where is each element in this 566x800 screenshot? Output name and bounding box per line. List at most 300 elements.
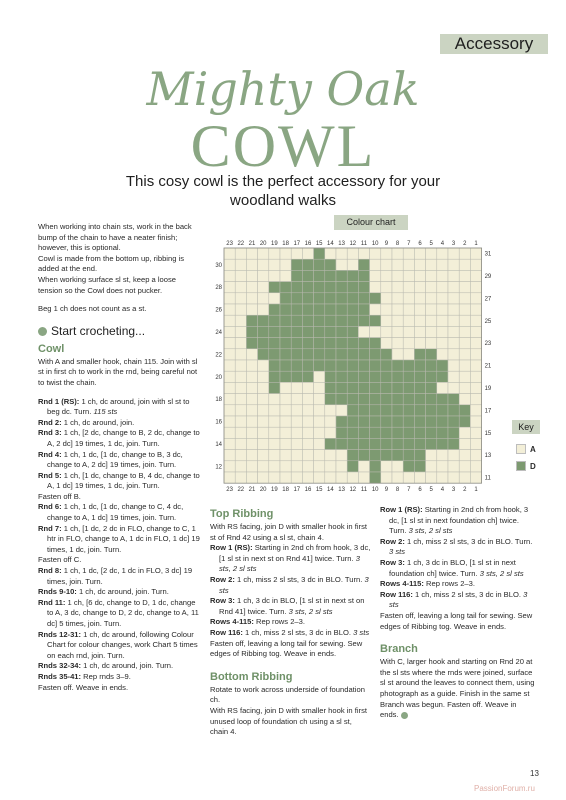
chart-cell (269, 438, 280, 449)
chart-cell (403, 315, 414, 326)
cowl-round-label: Rnd 11: (38, 597, 66, 607)
chart-cell (403, 427, 414, 438)
page-number: 13 (530, 769, 539, 778)
chart-cell (280, 248, 291, 259)
chart-cell (358, 405, 369, 416)
chart-cell (258, 450, 269, 461)
chart-cell (246, 293, 257, 304)
chart-cell (291, 461, 302, 472)
chart-cell (302, 259, 313, 270)
column-number-top: 20 (259, 241, 267, 247)
chart-cell (280, 349, 291, 360)
bottom-ribbing-row (380, 579, 536, 590)
chart-cell (459, 394, 470, 405)
chart-cell (403, 371, 414, 382)
chart-cell (280, 360, 291, 371)
chart-cell (470, 259, 481, 270)
key-swatch-d (516, 461, 526, 471)
row-number-left: 12 (215, 464, 222, 471)
chart-cell (414, 394, 425, 405)
column-number-bottom: 23 (226, 487, 233, 492)
chart-cell (426, 394, 437, 405)
chart-cell (280, 450, 291, 461)
column-number-bottom: 11 (360, 487, 368, 492)
chart-cell (258, 405, 269, 416)
chart-cell (224, 338, 235, 349)
branch-text (380, 657, 536, 721)
chart-cell (381, 270, 392, 281)
chart-cell (280, 315, 291, 326)
chart-cell (269, 293, 280, 304)
chart-cell (325, 326, 336, 337)
chart-cell (347, 394, 358, 405)
chart-cell (246, 461, 257, 472)
chart-cell (325, 371, 336, 382)
chart-cell (448, 338, 459, 349)
chart-cell (314, 259, 325, 270)
column-number-top: 3 (451, 241, 456, 247)
chart-cell (224, 315, 235, 326)
row-number-right: 21 (484, 363, 492, 370)
chart-cell (224, 326, 235, 337)
chart-cell (414, 472, 425, 483)
chart-cell (336, 293, 347, 304)
chart-cell (403, 382, 414, 393)
chart-cell (426, 315, 437, 326)
chart-cell (381, 338, 392, 349)
key-code-d: D (530, 461, 536, 471)
bottom-ribbing-intro: Rotate to work across underside of foundation ch. (210, 684, 365, 705)
chart-cell (314, 293, 325, 304)
bottom-ribbing-row (380, 537, 536, 558)
chart-cell (325, 450, 336, 461)
chart-cell (392, 304, 403, 315)
chart-cell (358, 315, 369, 326)
bottom-ribbing-row-count: 3 sts (389, 589, 528, 610)
cowl-round-text: 1 ch, dc around, join with sl st to beg dc. Turn. (47, 396, 190, 417)
key-item-a (516, 444, 536, 454)
chart-cell (381, 259, 392, 270)
cowl-round (38, 471, 200, 492)
chart-cell (470, 382, 481, 393)
column-number-top: 11 (360, 241, 368, 247)
chart-cell (246, 282, 257, 293)
chart-cell (269, 349, 280, 360)
chart-cell (235, 338, 246, 349)
chart-cell (269, 326, 280, 337)
chart-cell (370, 270, 381, 281)
chart-cell (269, 371, 280, 382)
chart-cell (246, 416, 257, 427)
watermark: PassionForum.ru (474, 784, 535, 793)
top-ribbing-row-text: Starting in 2nd ch from hook, 3 dc, [1 sl st in next st on Rnd 41] twice. Turn. (219, 543, 371, 563)
chart-cell (414, 270, 425, 281)
chart-cell (235, 461, 246, 472)
chart-cell (336, 472, 347, 483)
chart-cell (336, 405, 347, 416)
chart-cell (269, 270, 280, 281)
chart-cell (246, 338, 257, 349)
chart-cell (437, 405, 448, 416)
chart-cell (336, 371, 347, 382)
cowl-round-text: 1 ch, 1 dc, [1 dc, change to B, 3 dc, change to A, 2 dc] 19 times, join. Turn. (47, 449, 183, 470)
chart-cell (470, 349, 481, 360)
chart-cell (314, 349, 325, 360)
end-dot-icon (401, 712, 408, 719)
chart-cell (470, 360, 481, 371)
cowl-round-label: Rnd 1 (RS): (38, 396, 80, 406)
chart-cell (358, 259, 369, 270)
chart-cell (314, 416, 325, 427)
chart-cell (470, 282, 481, 293)
chart-cell (269, 360, 280, 371)
chart-cell (246, 315, 257, 326)
chart-cell (224, 405, 235, 416)
top-ribbing-row-text: 1 ch, miss 2 sl sts, 3 dc in BLO. Turn. (234, 574, 365, 584)
chart-cell (314, 472, 325, 483)
chart-cell (414, 282, 425, 293)
chart-cell (258, 338, 269, 349)
chart-cell (246, 382, 257, 393)
chart-cell (403, 304, 414, 315)
chart-cell (280, 326, 291, 337)
column-middle (210, 505, 372, 738)
chart-cell (392, 450, 403, 461)
chart-cell (437, 427, 448, 438)
chart-cell (358, 293, 369, 304)
chart-cell (302, 293, 313, 304)
chart-cell (246, 304, 257, 315)
top-ribbing-intro: With RS facing, join D with smaller hook in first st of Rnd 42 using a sl st, chain 4. (210, 522, 367, 542)
chart-cell (291, 304, 302, 315)
cowl-round (38, 450, 200, 471)
chart-cell (358, 282, 369, 293)
chart-cell (269, 394, 280, 405)
colour-chart-svg (215, 236, 515, 492)
chart-cell (347, 304, 358, 315)
chart-cell (392, 349, 403, 360)
chart-cell (403, 248, 414, 259)
chart-cell (437, 349, 448, 360)
chart-cell (302, 304, 313, 315)
chart-cell (269, 416, 280, 427)
bottom-ribbing-heading: Bottom Ribbing (210, 670, 293, 683)
cowl-round-text: 1 ch, dc around, join. (61, 417, 135, 427)
chart-cell (280, 338, 291, 349)
chart-cell (414, 248, 425, 259)
cowl-round-text: 1 ch, [1 dc, 2 dc in FLO, change to C, 1 htr in FLO, change to A, 1 dc in FLO, 1 dc] 19 times, 1 dc, join. Turn. (47, 523, 200, 554)
chart-cell (459, 427, 470, 438)
intro-note: Cowl is made from the bottom up, ribbing is added at the end. (38, 253, 185, 274)
cowl-round (38, 418, 200, 429)
chart-cell (370, 282, 381, 293)
chart-cell (314, 326, 325, 337)
chart-cell (437, 293, 448, 304)
chart-cell (381, 315, 392, 326)
chart-cell (347, 405, 358, 416)
chart-cell (403, 282, 414, 293)
chart-cell (392, 293, 403, 304)
chart-cell (437, 371, 448, 382)
row-number-right: 25 (484, 318, 492, 325)
chart-cell (414, 360, 425, 371)
chart-cell (370, 450, 381, 461)
chart-cell (426, 248, 437, 259)
column-number-bottom: 16 (304, 487, 312, 492)
cowl-rounds-list (38, 397, 200, 694)
chart-cell (437, 438, 448, 449)
cowl-round (38, 502, 200, 523)
chart-cell (347, 349, 358, 360)
chart-cell (448, 438, 459, 449)
chart-cell (437, 461, 448, 472)
cowl-round-label: Rnd 5: (38, 470, 62, 480)
chart-cell (414, 461, 425, 472)
colour-chart (215, 236, 515, 492)
chart-cell (381, 461, 392, 472)
chart-cell (448, 427, 459, 438)
chart-cell (426, 304, 437, 315)
chart-cell (325, 394, 336, 405)
chart-cell (235, 315, 246, 326)
chart-cell (370, 438, 381, 449)
chart-cell (370, 427, 381, 438)
bottom-ribbing-row-text: 1 ch, miss 2 sl sts, 3 dc in BLO. Turn. (404, 536, 533, 546)
chart-cell (224, 248, 235, 259)
chart-cell (426, 338, 437, 349)
column-number-top: 2 (463, 241, 467, 247)
chart-cell (459, 259, 470, 270)
cowl-round (38, 587, 200, 598)
bottom-ribbing-row-label: Row 116: (380, 589, 413, 599)
chart-cell (302, 450, 313, 461)
chart-cell (325, 405, 336, 416)
chart-cell (302, 282, 313, 293)
chart-cell (470, 450, 481, 461)
top-ribbing-row-count: 3 sts, 2 sl sts (219, 553, 360, 574)
column-number-top: 21 (248, 241, 256, 247)
chart-cell (325, 270, 336, 281)
chart-cell (325, 338, 336, 349)
chart-cell (347, 293, 358, 304)
chart-cell (448, 349, 459, 360)
chart-cell (258, 461, 269, 472)
chart-cell (291, 349, 302, 360)
chart-cell (392, 382, 403, 393)
column-number-top: 16 (304, 241, 312, 247)
chart-cell (403, 326, 414, 337)
chart-cell (269, 472, 280, 483)
chart-cell (470, 326, 481, 337)
top-ribbing-row-count: 3 sts (353, 627, 370, 637)
chart-cell (459, 304, 470, 315)
chart-cell (336, 360, 347, 371)
chart-cell (235, 382, 246, 393)
chart-cell (437, 259, 448, 270)
chart-cell (336, 282, 347, 293)
chart-cell (325, 259, 336, 270)
chart-cell (280, 371, 291, 382)
chart-cell (258, 315, 269, 326)
chart-cell (258, 394, 269, 405)
chart-cell (437, 360, 448, 371)
chart-cell (403, 394, 414, 405)
spacer (38, 389, 200, 397)
chart-cell (426, 438, 437, 449)
chart-cell (280, 304, 291, 315)
chart-cell (291, 338, 302, 349)
cowl-round (38, 672, 200, 683)
chart-cell (437, 282, 448, 293)
row-number-left: 26 (215, 307, 222, 314)
cowl-round (38, 661, 200, 672)
chart-cell (470, 427, 481, 438)
cowl-round-text: 1 ch, dc around, join. Turn. (76, 587, 169, 597)
chart-cell (426, 382, 437, 393)
chart-cell (381, 382, 392, 393)
chart-cell (235, 304, 246, 315)
chart-cell (448, 293, 459, 304)
cowl-round-text: 1 ch, [2 dc, change to B, 2 dc, change to A, 2 dc] 19 times, 1 dc, join. Turn. (47, 428, 200, 448)
subtitle: This cosy cowl is the perfect accessory for your woodland walks (125, 173, 441, 209)
column-number-bottom: 1 (474, 487, 478, 492)
chart-cell (280, 270, 291, 281)
chart-cell (347, 315, 358, 326)
chart-cell (302, 349, 313, 360)
chart-cell (437, 416, 448, 427)
column-number-top: 4 (440, 241, 445, 247)
chart-cell (437, 394, 448, 405)
chart-cell (392, 270, 403, 281)
row-number-right: 27 (484, 296, 492, 303)
chart-cell (291, 326, 302, 337)
chart-cell (347, 472, 358, 483)
chart-cell (258, 371, 269, 382)
chart-cell (381, 349, 392, 360)
chart-cell (470, 472, 481, 483)
chart-cell (246, 270, 257, 281)
chart-cell (403, 438, 414, 449)
chart-label: Colour chart (334, 215, 408, 230)
chart-cell (325, 293, 336, 304)
chart-cell (258, 472, 269, 483)
chart-cell (448, 394, 459, 405)
column-number-top: 22 (237, 241, 245, 247)
chart-cell (224, 382, 235, 393)
chart-cell (437, 326, 448, 337)
chart-cell (448, 304, 459, 315)
chart-cell (224, 416, 235, 427)
chart-cell (347, 382, 358, 393)
chart-cell (258, 427, 269, 438)
chart-cell (392, 371, 403, 382)
chart-cell (336, 349, 347, 360)
chart-cell (269, 427, 280, 438)
chart-cell (392, 259, 403, 270)
chart-cell (403, 461, 414, 472)
row-number-right: 23 (484, 341, 492, 348)
chart-cell (235, 326, 246, 337)
row-number-left: 20 (215, 374, 222, 381)
bottom-ribbing-rows (380, 505, 536, 611)
chart-cell (392, 472, 403, 483)
chart-cell (392, 427, 403, 438)
chart-cell (258, 282, 269, 293)
chart-cell (246, 394, 257, 405)
chart-cell (414, 405, 425, 416)
chart-cell (459, 349, 470, 360)
chart-cell (314, 282, 325, 293)
chart-cell (314, 371, 325, 382)
intro-note: When working surface sl st, keep a loose tension so the Cowl does not pucker. (38, 274, 177, 295)
chart-cell (470, 315, 481, 326)
chart-cell (235, 394, 246, 405)
chart-cell (302, 405, 313, 416)
key-label: Key (512, 420, 540, 434)
chart-cell (370, 304, 381, 315)
chart-cell (459, 438, 470, 449)
chart-cell (426, 259, 437, 270)
chart-cell (448, 270, 459, 281)
top-ribbing-rows (210, 543, 372, 638)
column-number-top: 12 (349, 241, 357, 247)
chart-cell (347, 270, 358, 281)
chart-cell (280, 472, 291, 483)
row-number-right: 17 (484, 408, 492, 415)
bottom-ribbing-row-text: Rep rows 2–3. (423, 579, 475, 589)
chart-cell (358, 461, 369, 472)
column-number-top: 19 (271, 241, 278, 247)
chart-cell (336, 315, 347, 326)
chart-cell (426, 371, 437, 382)
chart-cell (302, 371, 313, 382)
chart-cell (392, 405, 403, 416)
chart-cell (336, 270, 347, 281)
row-number-right: 13 (484, 453, 492, 460)
chart-cell (291, 282, 302, 293)
chart-cell (235, 282, 246, 293)
column-number-top: 14 (327, 241, 334, 247)
cowl-round-label: Rnd 2: (38, 417, 62, 427)
chart-cell (370, 461, 381, 472)
chart-cell (437, 304, 448, 315)
cowl-round-text: 1 ch, 1 dc, [2 dc, 1 dc in FLO, 3 dc] 19 times, join. Turn. (47, 566, 193, 586)
top-ribbing-row (210, 575, 372, 596)
chart-cell (392, 438, 403, 449)
chart-cell (437, 338, 448, 349)
cowl-round (38, 492, 200, 503)
chart-cell (392, 416, 403, 427)
cowl-round-text: 1 ch, dc around, following Colour Chart for colour changes, work Chart 5 times on each rnd, join. Turn. (47, 629, 198, 660)
chart-cell (448, 382, 459, 393)
chart-cell (314, 394, 325, 405)
chart-cell (426, 416, 437, 427)
chart-cell (235, 371, 246, 382)
chart-cell (470, 371, 481, 382)
chart-cell (448, 472, 459, 483)
column-number-bottom: 20 (259, 487, 267, 492)
row-number-right: 15 (484, 430, 492, 437)
cowl-round-text: 1 ch, 1 dc, [1 dc, change to C, 4 dc, change to A, 1 dc] 19 times, join. Turn. (47, 502, 184, 523)
bottom-ribbing-row (380, 558, 536, 579)
chart-cell (235, 405, 246, 416)
row-number-left: 24 (215, 330, 222, 336)
chart-cell (358, 427, 369, 438)
chart-cell (291, 472, 302, 483)
chart-cell (325, 427, 336, 438)
chart-cell (381, 405, 392, 416)
column-number-bottom: 9 (384, 487, 389, 492)
